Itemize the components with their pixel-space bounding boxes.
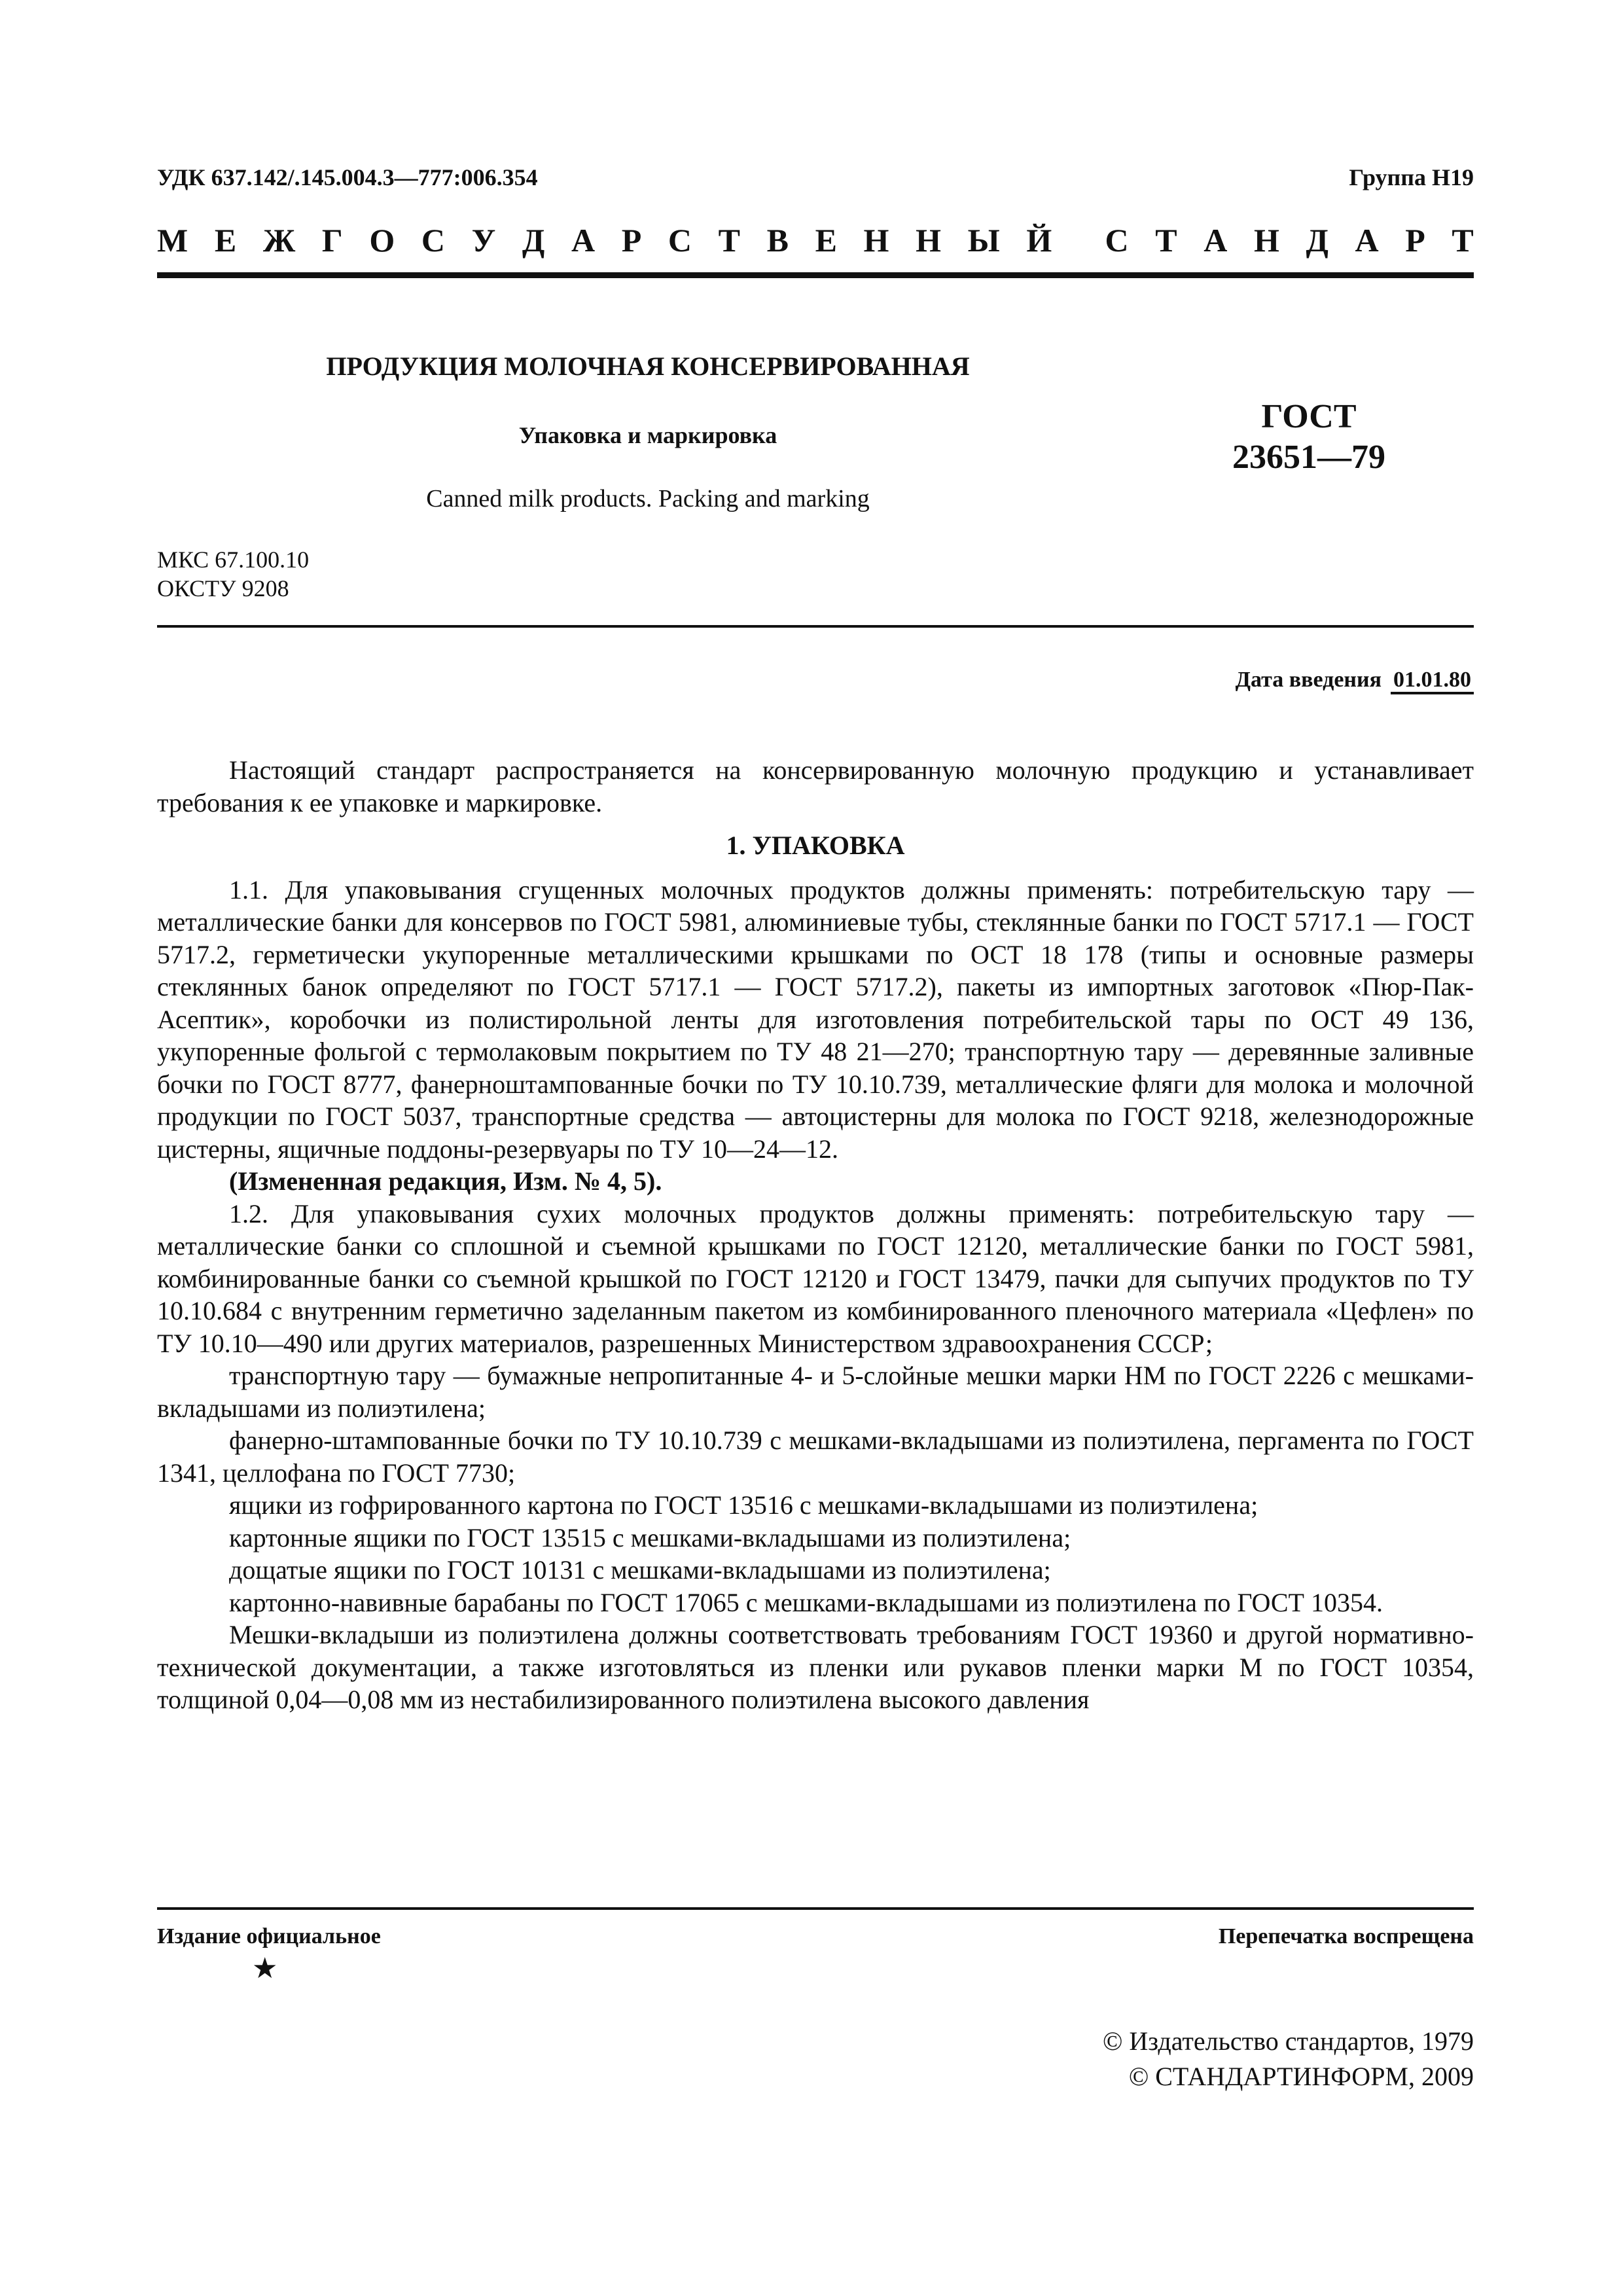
- list-item: ящики из гофрированного картона по ГОСТ 13516 с мешками-вкладышами из полиэтилена;: [229, 1490, 1258, 1520]
- list-item: транспортную тару — бумажные непропитанные 4- и 5-слойные мешки марки НМ по ГОСТ 2226 с мешками-вкладышами из полиэтилена;: [157, 1361, 1474, 1423]
- heading-letter: Н: [916, 222, 941, 259]
- gost-label: ГОСТ: [1261, 398, 1357, 435]
- heading-letter: Т: [1452, 222, 1474, 259]
- heading-letter: У: [471, 222, 496, 259]
- amendment-note: (Измененная редакция, Изм. № 4, 5).: [229, 1166, 662, 1196]
- heading-letter: Е: [815, 222, 837, 259]
- section-heading: 1. УПАКОВКА: [726, 831, 905, 860]
- heading-letter: А: [1204, 222, 1228, 259]
- clause-1-1: 1.1. Для упаковывания сгущенных молочных продуктов должны применять: потребительскую тару — металлические банки для консервов по ГОСТ 5981, алюминиевые тубы, стеклянные банки по ГОСТ 5717.1 — ГОСТ 5717.2, герметически укупоренные металлическими крышками по ОСТ 18 178 (типы и основные размеры стеклянных банок определяют по ГОСТ 5717.1 — ГОСТ 5717.2), пакеты из импортных заготовок «Пюр-Пак-Асептик», коробочки из полистирольной ленты для изготовления потребительской тары по ОСТ 49 136, укупоренные фольгой с термолаковым покрытием по ТУ 48 21—270; транспортную тару — деревянные заливные бочки по ГОСТ 8777, фанерноштампованные бочки по ТУ 10.10.739, металлические фляги для молока и молочной продукции по ГОСТ 5037, транспортные средства — автоцистерны для молока по ГОСТ 9218, железнодорожные цистерны, ящичные поддоны-резервуары по ТУ 10—24—12.: [157, 874, 1474, 1164]
- title-rule: [157, 625, 1474, 628]
- heading-letter: М: [157, 222, 188, 259]
- copyright-block: [1103, 2024, 1474, 2094]
- heading-letter: Н: [863, 222, 889, 259]
- gost-designation: [1204, 397, 1414, 478]
- liner-paragraph: Мешки-вкладыши из полиэтилена должны соответствовать требованиям ГОСТ 19360 и другой нормативно-технической документации, а также изготовляться из пленки или рукавов пленки марки М по ГОСТ 10354, толщиной 0,04—0,08 мм из нестабилизированного полиэтилена высокого давления: [157, 1620, 1474, 1714]
- copyright-line: © СТАНДАРТИНФОРМ, 2009: [1128, 2062, 1474, 2091]
- heading-letter: Д: [522, 222, 545, 259]
- udk-code: УДК 637.142/.145.004.3—777:006.354: [157, 164, 538, 190]
- heading-letter: Й: [1026, 222, 1052, 259]
- mks-code: МКС 67.100.10: [157, 547, 310, 573]
- heading-letter: С: [1105, 222, 1129, 259]
- heading-letter: Ы: [967, 222, 1000, 259]
- list-item: картонные ящики по ГОСТ 13515 с мешками-вкладышами из полиэтилена;: [229, 1522, 1071, 1552]
- reprint-notice: Перепечатка воспрещена: [1218, 1924, 1474, 1948]
- heading-letter: О: [369, 222, 395, 259]
- heading-letter: Г: [321, 222, 343, 259]
- heading-letter: Е: [214, 222, 237, 259]
- heading-letter: Н: [1253, 222, 1279, 259]
- heading-letter: А: [571, 222, 596, 259]
- document-title: ПРОДУКЦИЯ МОЛОЧНАЯ КОНСЕРВИРОВАННАЯ: [326, 351, 970, 381]
- intro-paragraph: Настоящий стандарт распространяется на консервированную молочную продукцию и устанавливает требования к ее упаковке и маркировке.: [157, 755, 1474, 817]
- english-title: Canned milk products. Packing and marking: [426, 485, 870, 512]
- list-item: фанерно-штампованные бочки по ТУ 10.10.739 с мешками-вкладышами из полиэтилена, пергамента по ГОСТ 1341, целлофана по ГОСТ 7730;: [157, 1426, 1474, 1488]
- heading-letter: Р: [1405, 222, 1425, 259]
- header-rule: [157, 272, 1474, 278]
- group-code: Группа Н19: [1349, 164, 1474, 190]
- introduction-date: [1236, 668, 1474, 692]
- heading-letter: Ж: [262, 222, 296, 259]
- document-body: [157, 754, 1474, 1716]
- heading-letter: С: [421, 222, 445, 259]
- heading-letter: А: [1355, 222, 1379, 259]
- list-item: дощатые ящики по ГОСТ 10131 с мешками-вкладышами из полиэтилена;: [229, 1555, 1051, 1585]
- star-icon: ★: [252, 1952, 278, 1984]
- interstate-standard-heading: [157, 221, 1474, 259]
- heading-letter: Т: [1155, 222, 1177, 259]
- okstu-code: ОКСТУ 9208: [157, 575, 289, 601]
- date-label: Дата введения: [1235, 668, 1382, 692]
- classification-codes: [157, 545, 309, 603]
- heading-letter: С: [668, 222, 692, 259]
- list-item: картонно-навивные барабаны по ГОСТ 17065 с мешками-вкладышами из полиэтилена по ГОСТ 10354.: [229, 1587, 1383, 1617]
- heading-letter: В: [766, 222, 789, 259]
- gost-number: 23651—79: [1232, 439, 1385, 476]
- edition-label: Издание официальное: [157, 1924, 381, 1948]
- copyright-line: © Издательство стандартов, 1979: [1102, 2026, 1474, 2056]
- document-subtitle: Упаковка и маркировка: [518, 422, 777, 448]
- date-value: 01.01.80: [1391, 668, 1474, 694]
- footer-rule: [157, 1907, 1474, 1910]
- heading-letter: Р: [621, 222, 642, 259]
- heading-letter: Д: [1306, 222, 1329, 259]
- clause-1-2: 1.2. Для упаковывания сухих молочных продуктов должны применять: потребительскую тару — металлические банки со сплошной и съемной крышками по ГОСТ 12120, металлические банки по ГОСТ 5981, комбинированные банки со съемной крышкой по ГОСТ 12120 и ГОСТ 13479, пачки для сыпучих продуктов по ТУ 10.10.684 с внутренним герметично заделанным пакетом из комбинированного пленочного материала «Цефлен» по ТУ 10.10—490 или других материалов, разрешенных Министерством здравоохранения СССР;: [157, 1198, 1474, 1358]
- heading-letter: Т: [718, 222, 740, 259]
